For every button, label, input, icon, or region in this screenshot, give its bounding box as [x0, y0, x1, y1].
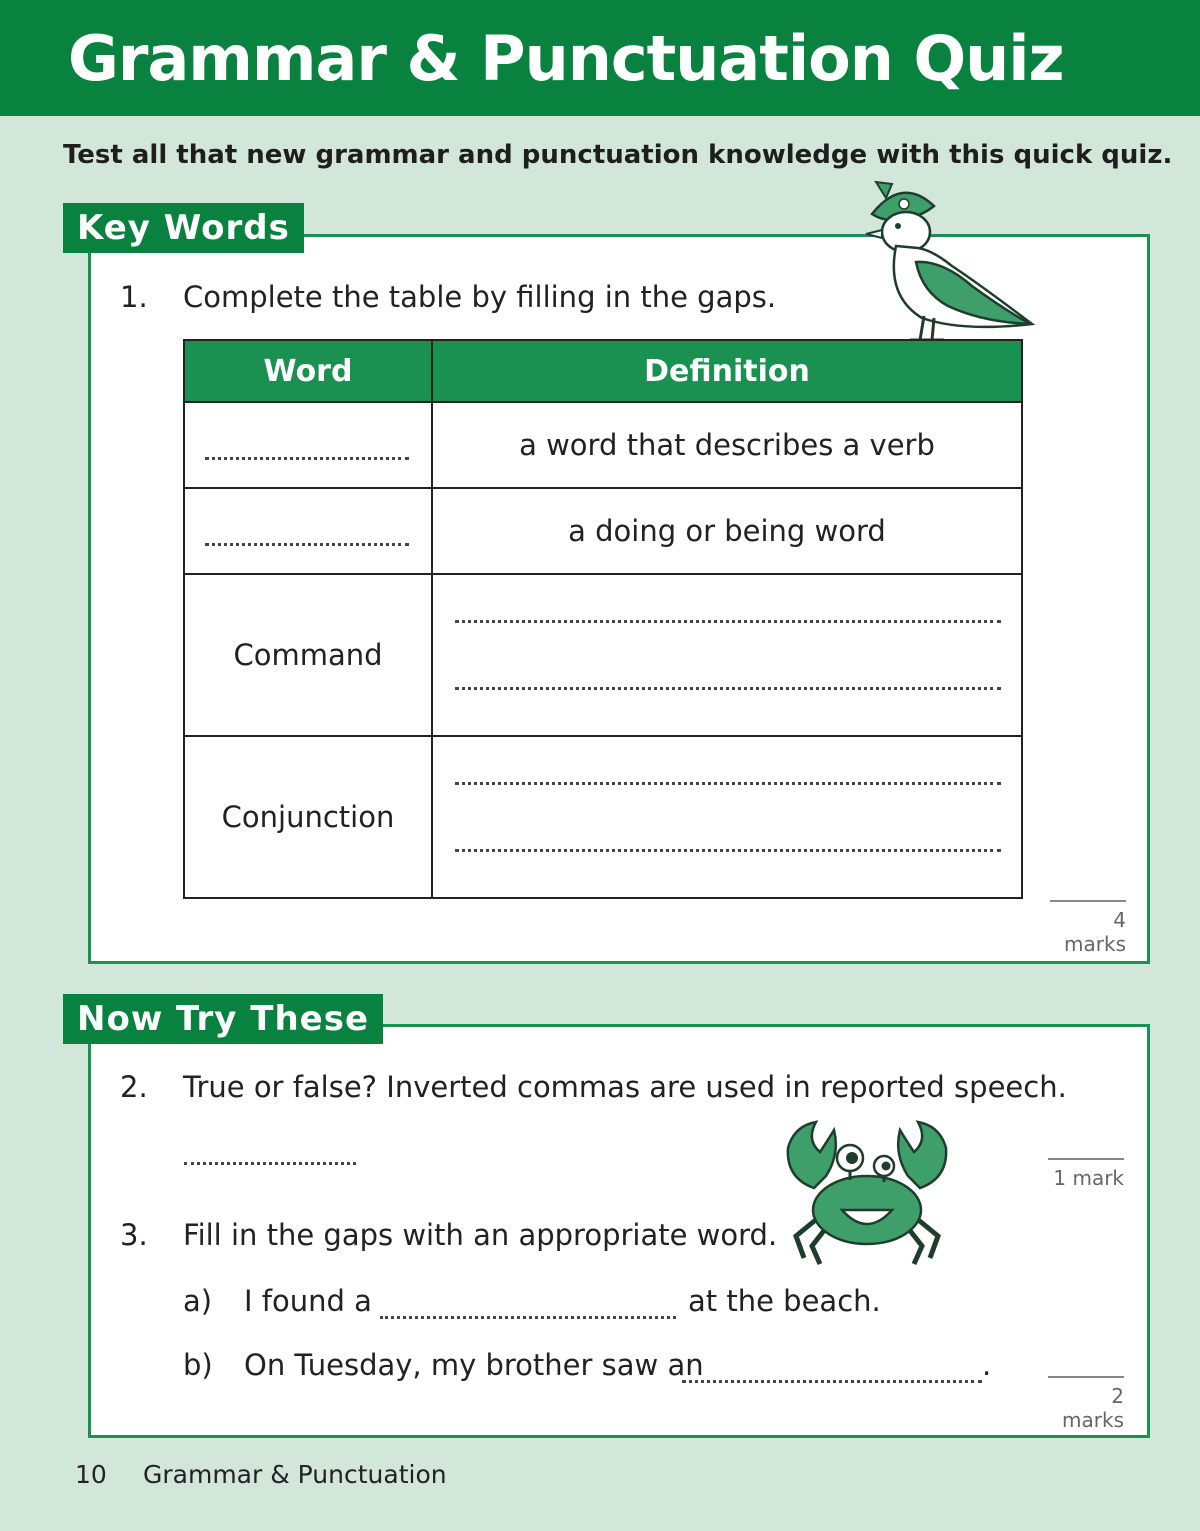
question-3a-before: I found a: [244, 1284, 372, 1318]
pirate-seagull-icon: [862, 176, 1038, 344]
question-3a-after: at the beach.: [688, 1284, 881, 1318]
question-2-number: 2.: [120, 1070, 148, 1104]
column-header-definition: Definition: [432, 340, 1022, 402]
question-3a-answer-line[interactable]: [380, 1316, 676, 1319]
key-words-tab: Key Words: [63, 203, 304, 253]
table-row: [184, 488, 1022, 574]
question-3-marks: 2 marks: [1048, 1376, 1124, 1432]
now-try-tab: Now Try These: [63, 994, 383, 1044]
definition-answer-line[interactable]: [455, 849, 1001, 852]
word-cell: Conjunction: [184, 736, 432, 898]
question-1-marks: 4 marks: [1050, 900, 1126, 956]
question-2-text: True or false? Inverted commas are used in reported speech.: [183, 1070, 1067, 1104]
page-header: [0, 0, 1200, 116]
table-row: [184, 402, 1022, 488]
question-3b-before: On Tuesday, my brother saw an: [244, 1348, 704, 1382]
definition-answer-cell[interactable]: [432, 574, 1022, 736]
question-2-marks: 1 mark: [1048, 1158, 1124, 1190]
definition-answer-line[interactable]: [455, 782, 1001, 785]
question-3a-label: a): [183, 1284, 213, 1318]
key-words-table: [183, 339, 1023, 899]
definition-answer-cell[interactable]: [432, 736, 1022, 898]
question-3-number: 3.: [120, 1218, 148, 1252]
question-3-text: Fill in the gaps with an appropriate word.: [183, 1218, 778, 1252]
table-header-row: [184, 340, 1022, 402]
definition-answer-line[interactable]: [455, 620, 1001, 623]
intro-text: Test all that new grammar and punctuation knowledge with this quick quiz.: [63, 140, 1173, 170]
word-answer-line[interactable]: [205, 543, 409, 546]
question-1-text: Complete the table by filling in the gaps.: [183, 280, 777, 314]
table-row: [184, 574, 1022, 736]
question-3b-after: .: [982, 1348, 992, 1382]
footer-title: Grammar & Punctuation: [143, 1460, 447, 1489]
page-number: 10: [75, 1460, 107, 1489]
crab-icon: [776, 1118, 958, 1266]
page-title: Grammar & Punctuation Quiz: [68, 22, 1064, 95]
word-answer-line[interactable]: [205, 457, 409, 460]
word-answer-cell[interactable]: [184, 488, 432, 574]
word-cell: Command: [184, 574, 432, 736]
column-header-word: Word: [184, 340, 432, 402]
definition-cell: a doing or being word: [432, 488, 1022, 574]
definition-cell: a word that describes a verb: [432, 402, 1022, 488]
question-3b-answer-line[interactable]: [682, 1380, 982, 1383]
table-row: [184, 736, 1022, 898]
definition-answer-line[interactable]: [455, 687, 1001, 690]
question-1-number: 1.: [120, 280, 148, 314]
question-3b-label: b): [183, 1348, 213, 1382]
word-answer-cell[interactable]: [184, 402, 432, 488]
question-2-answer-line[interactable]: [184, 1162, 356, 1165]
